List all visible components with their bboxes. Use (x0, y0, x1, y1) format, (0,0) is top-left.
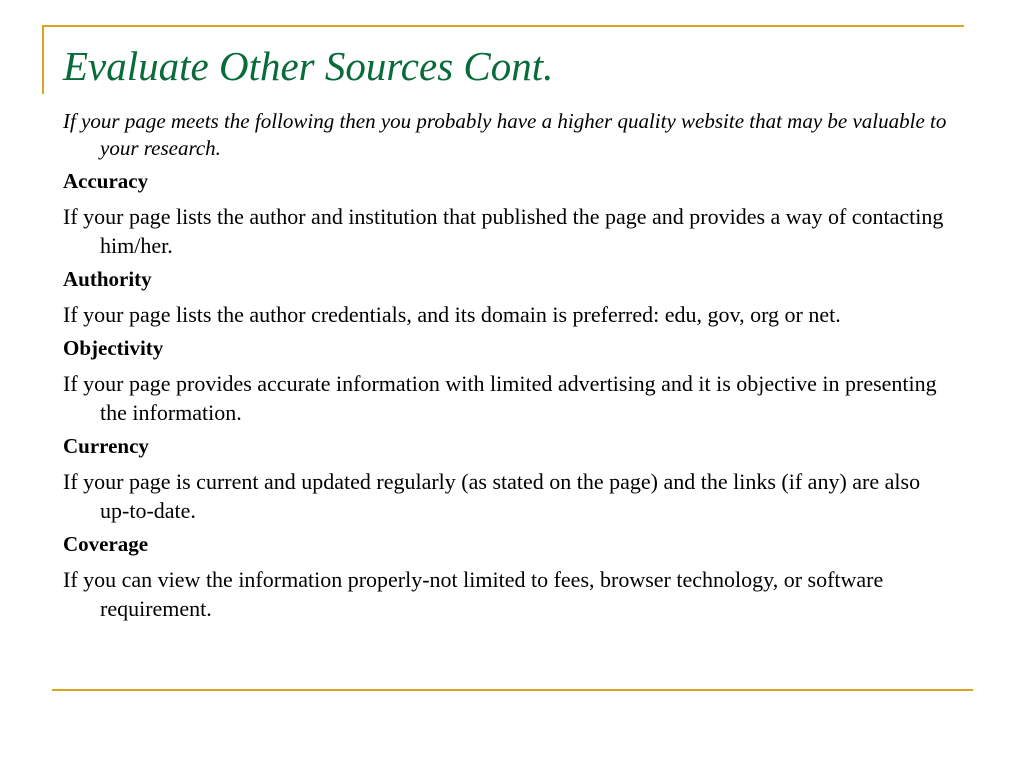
bottom-border-line (52, 689, 973, 691)
heading-coverage: Coverage (63, 532, 149, 556)
left-border-line (42, 25, 44, 94)
heading-accuracy: Accuracy (63, 169, 149, 193)
paragraph-objectivity: If your page provides accurate information with limited advertising and it is objective in presenting the information. (63, 371, 937, 425)
heading-authority: Authority (63, 267, 152, 291)
paragraph-authority: If your page lists the author credentials, and its domain is preferred: edu, gov, org or net. (63, 302, 841, 327)
slide-body (63, 108, 953, 629)
heading-objectivity: Objectivity (63, 336, 164, 360)
paragraph-accuracy: If your page lists the author and institution that published the page and provides a way of contacting him/her. (63, 204, 944, 258)
paragraph-currency: If your page is current and updated regularly (as stated on the page) and the links (if any) are also up-to-date. (63, 469, 921, 523)
intro-paragraph: If your page meets the following then you probably have a higher quality website that may be valuable to your research. (63, 109, 947, 160)
heading-currency: Currency (63, 434, 149, 458)
slide-title: Evaluate Other Sources Cont. (63, 43, 554, 89)
top-border-line (42, 25, 964, 27)
paragraph-coverage: If you can view the information properly-not limited to fees, browser technology, or software requirement. (63, 567, 884, 621)
